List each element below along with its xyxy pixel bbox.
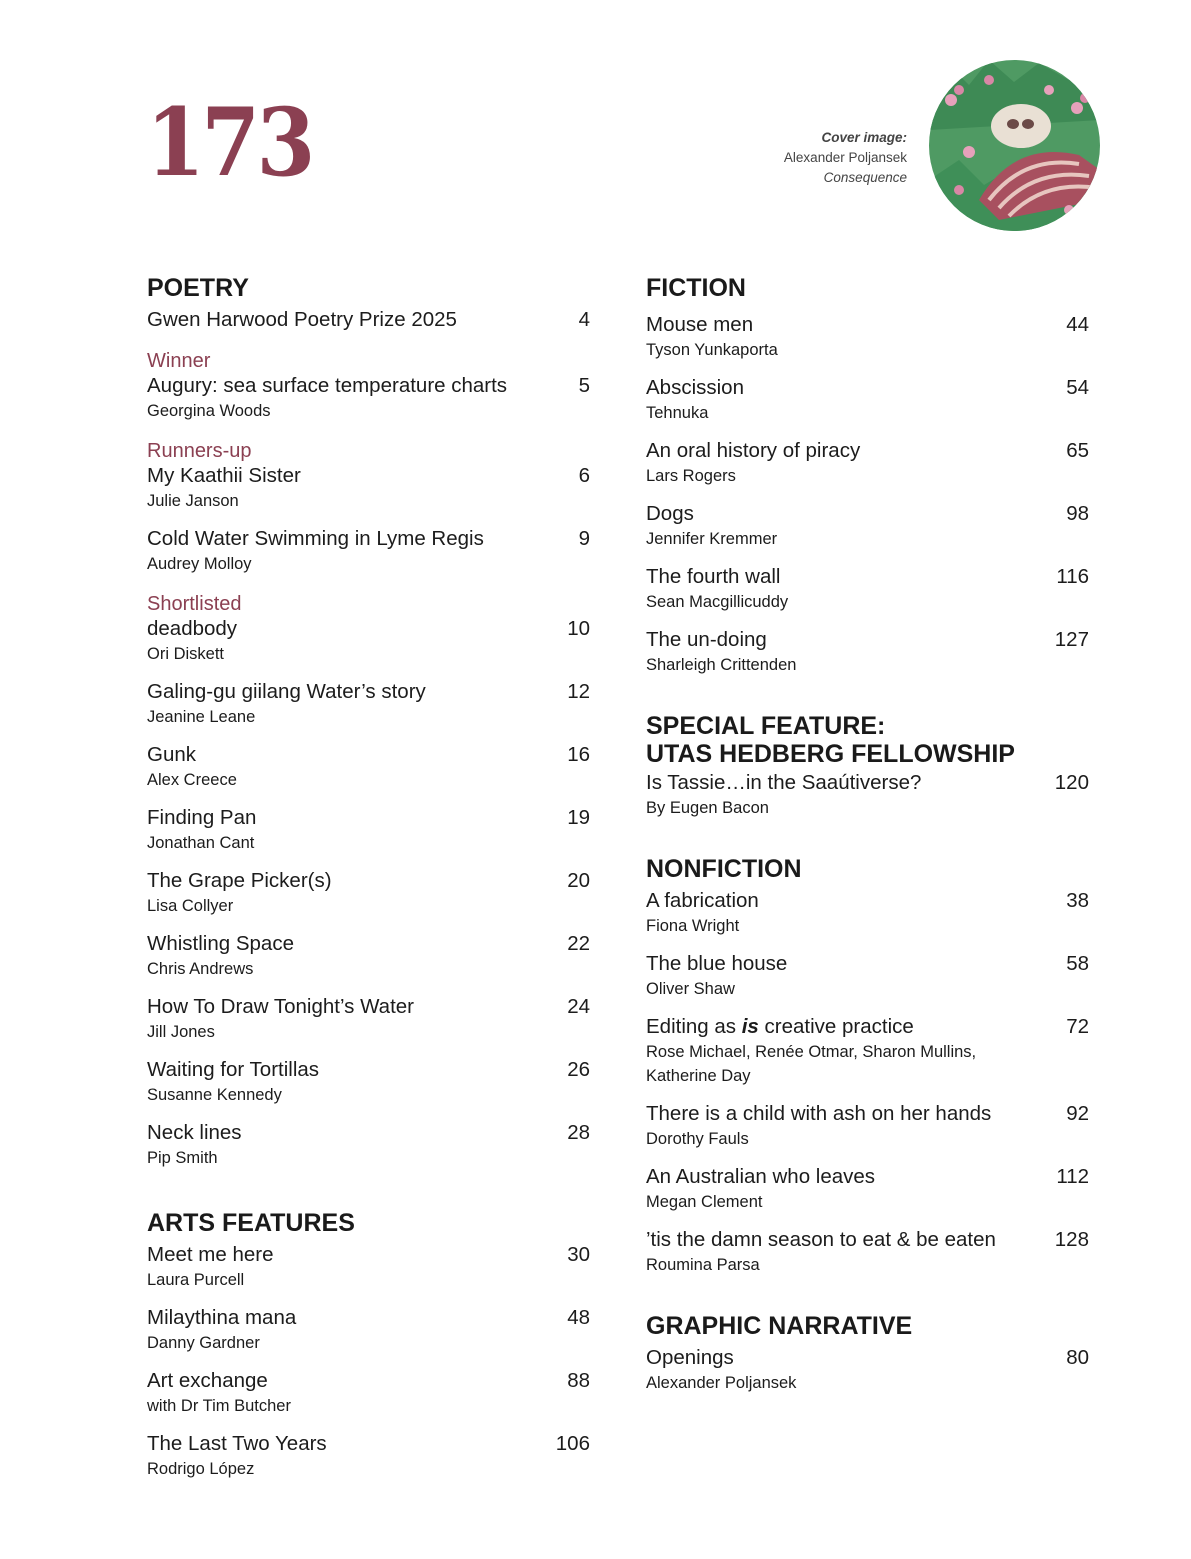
toc-entry[interactable] — [646, 501, 1089, 551]
toc-entry[interactable] — [147, 463, 590, 513]
entry-title: Augury: sea surface temperature charts — [147, 374, 508, 397]
toc-entry[interactable] — [147, 616, 590, 666]
section-title-poetry: POETRY — [147, 274, 249, 302]
cover-credit — [784, 128, 907, 188]
entry-page: 16 — [567, 743, 590, 766]
entry-title: Neck lines — [147, 1121, 242, 1144]
section-title-special-feature — [646, 712, 1089, 768]
section-title-fiction: FICTION — [646, 274, 746, 302]
entry-page: 19 — [567, 806, 590, 829]
toc-entry[interactable] — [646, 1014, 1089, 1088]
entry-author: Julie Janson — [147, 492, 239, 510]
subheading-runners-up: Runners-up — [147, 440, 252, 462]
toc-entry[interactable] — [147, 1242, 590, 1292]
entry-title: The blue house — [646, 952, 788, 975]
entry-author: Dorothy Fauls — [646, 1130, 749, 1148]
entry-author: Tyson Yunkaporta — [646, 341, 778, 359]
entry-author: Lisa Collyer — [147, 897, 234, 915]
cover-image — [929, 60, 1100, 231]
subheading-shortlisted: Shortlisted — [147, 593, 242, 615]
entry-author: with Dr Tim Butcher — [147, 1397, 291, 1415]
entry-author: Laura Purcell — [147, 1271, 245, 1289]
toc-entry[interactable] — [147, 679, 590, 729]
entry-title: How To Draw Tonight’s Water — [147, 995, 414, 1018]
entry-title: Finding Pan — [147, 806, 257, 829]
entry-author: Rose Michael, Renée Otmar, Sharon Mullins, Katherine Day — [646, 1043, 977, 1085]
entry-page: 28 — [567, 1121, 590, 1144]
entry-title: Gunk — [147, 743, 196, 766]
entry-title: Milaythina mana — [147, 1306, 297, 1329]
entry-author: Fiona Wright — [646, 917, 740, 935]
entry-title: My Kaathii Sister — [147, 464, 301, 487]
entry-author: Chris Andrews — [147, 960, 254, 978]
toc-entry[interactable] — [646, 375, 1089, 425]
toc-entry[interactable] — [646, 888, 1089, 938]
entry-author: Lars Rogers — [646, 467, 736, 485]
entry-title: Galing-gu giilang Water’s story — [147, 680, 426, 703]
entry-page: 5 — [578, 374, 590, 397]
entry-title: Art exchange — [147, 1369, 268, 1392]
entry-author: Danny Gardner — [147, 1334, 260, 1352]
entry-author: Jeanine Leane — [147, 708, 256, 726]
toc-entry[interactable] — [646, 438, 1089, 488]
entry-author: Georgina Woods — [147, 402, 271, 420]
toc-entry[interactable] — [147, 742, 590, 792]
entry-author: Alex Creece — [147, 771, 237, 789]
entry-author: Pip Smith — [147, 1149, 218, 1167]
entry-page: 98 — [1066, 502, 1089, 525]
entry-title: Cold Water Swimming in Lyme Regis — [147, 527, 484, 550]
toc-entry[interactable] — [147, 1120, 590, 1170]
entry-author: Jennifer Kremmer — [646, 530, 778, 548]
section-title-graphic-narrative: GRAPHIC NARRATIVE — [646, 1312, 913, 1340]
entry-page: 54 — [1066, 376, 1089, 399]
entry-author: Jonathan Cant — [147, 834, 255, 852]
entry-title: Dogs — [646, 502, 694, 525]
arts-list — [147, 1242, 590, 1481]
entry-title: An oral history of piracy — [646, 439, 861, 462]
fiction-list — [646, 312, 1089, 677]
entry-page: 127 — [1054, 628, 1089, 651]
entry-page: 38 — [1066, 889, 1089, 912]
entry-author: Roumina Parsa — [646, 1256, 760, 1274]
issue-number: 173 — [146, 88, 312, 198]
entry-title: Editing as is creative practice — [646, 1015, 914, 1038]
toc-entry[interactable] — [147, 526, 590, 576]
entry-page: 9 — [578, 527, 590, 550]
entry-page: 48 — [567, 1306, 590, 1329]
entry-page: 30 — [567, 1243, 590, 1266]
entry-author: Megan Clement — [646, 1193, 763, 1211]
entry-title: Openings — [646, 1346, 734, 1369]
subheading-winner: Winner — [147, 350, 211, 372]
cover-label: Cover image: — [821, 130, 907, 145]
entry-title: The Last Two Years — [147, 1432, 327, 1455]
toc-entry[interactable] — [147, 868, 590, 918]
entry-page: 26 — [567, 1058, 590, 1081]
cover-title: Consequence — [823, 170, 907, 185]
toc-entry[interactable] — [147, 373, 590, 423]
entry-page: 128 — [1054, 1228, 1089, 1251]
entry-title: Abscission — [646, 376, 744, 399]
entry-page: 12 — [567, 680, 590, 703]
toc-entry[interactable] — [147, 1057, 590, 1107]
entry-page: 58 — [1066, 952, 1089, 975]
section-title-arts-features: ARTS FEATURES — [147, 1209, 355, 1237]
entry-title: Waiting for Tortillas — [147, 1058, 320, 1081]
entry-title: The un-doing — [646, 628, 767, 651]
entry-page: 106 — [555, 1432, 590, 1455]
toc-entry[interactable] — [646, 1101, 1089, 1151]
entry-author: Susanne Kennedy — [147, 1086, 282, 1104]
entry-author: Sean Macgillicuddy — [646, 593, 789, 611]
entry-title: Whistling Space — [147, 932, 294, 955]
toc-entry[interactable] — [646, 770, 1089, 820]
entry-page: 112 — [1056, 1165, 1089, 1188]
entry-title: The Grape Picker(s) — [147, 869, 332, 892]
graphic-list — [646, 1345, 1089, 1395]
toc-entry[interactable] — [147, 307, 590, 333]
entry-title: The fourth wall — [646, 565, 781, 588]
entry-title: Is Tassie…in the Saaútiverse? — [646, 771, 922, 794]
entry-author: Ori Diskett — [147, 645, 225, 663]
entry-page: 72 — [1066, 1015, 1089, 1038]
entry-author: Sharleigh Crittenden — [646, 656, 797, 674]
entry-page: 120 — [1054, 771, 1089, 794]
right-column — [646, 274, 1089, 1408]
toc-entry[interactable] — [147, 994, 590, 1044]
entry-page: 92 — [1066, 1102, 1089, 1125]
entry-page: 24 — [567, 995, 590, 1018]
entry-page: 22 — [567, 932, 590, 955]
toc-entry[interactable] — [646, 951, 1089, 1001]
toc-entry[interactable] — [646, 1164, 1089, 1214]
toc-entry[interactable] — [646, 312, 1089, 362]
entry-author: Oliver Shaw — [646, 980, 735, 998]
entry-page: 4 — [578, 308, 590, 331]
entry-title: An Australian who leaves — [646, 1165, 876, 1188]
toc-entry[interactable] — [147, 1431, 590, 1481]
entry-author: Rodrigo López — [147, 1460, 255, 1478]
entry-author: Jill Jones — [147, 1023, 215, 1041]
toc-entry[interactable] — [646, 1345, 1089, 1395]
entry-title: ’tis the damn season to eat & be eaten — [646, 1228, 996, 1251]
toc-entry[interactable] — [147, 1368, 590, 1418]
entry-author: Alexander Poljansek — [646, 1374, 797, 1392]
shortlisted-list — [147, 616, 590, 1170]
special-title-line1: SPECIAL FEATURE: — [646, 712, 886, 740]
special-title-line2: UTAS HEDBERG FELLOWSHIP — [646, 740, 1015, 768]
entry-title: Mouse men — [646, 313, 754, 336]
entry-author: Audrey Molloy — [147, 555, 252, 573]
toc-entry[interactable] — [147, 1305, 590, 1355]
entry-page: 88 — [567, 1369, 590, 1392]
entry-author: By Eugen Bacon — [646, 799, 769, 817]
left-column — [147, 274, 590, 1494]
entry-page: 10 — [567, 617, 590, 640]
entry-author: Tehnuka — [646, 404, 709, 422]
entry-page: 116 — [1056, 565, 1089, 588]
toc-entry[interactable] — [646, 564, 1089, 614]
entry-page: 65 — [1066, 439, 1089, 462]
entry-page: 44 — [1066, 313, 1089, 336]
entry-title: deadbody — [147, 617, 238, 640]
entry-page: 20 — [567, 869, 590, 892]
special-list — [646, 770, 1089, 820]
toc-entry[interactable] — [147, 931, 590, 981]
toc-entry[interactable] — [646, 627, 1089, 677]
entry-title: Gwen Harwood Poetry Prize 2025 — [147, 308, 457, 331]
entry-page: 80 — [1066, 1346, 1089, 1369]
toc-entry[interactable] — [147, 805, 590, 855]
entry-page: 6 — [578, 464, 590, 487]
entry-title: Meet me here — [147, 1243, 274, 1266]
toc-entry[interactable] — [646, 1227, 1089, 1277]
section-title-nonfiction: NONFICTION — [646, 855, 802, 883]
entry-title: There is a child with ash on her hands — [646, 1102, 992, 1125]
entry-title: A fabrication — [646, 889, 759, 912]
cover-artist: Alexander Poljansek — [783, 150, 907, 165]
